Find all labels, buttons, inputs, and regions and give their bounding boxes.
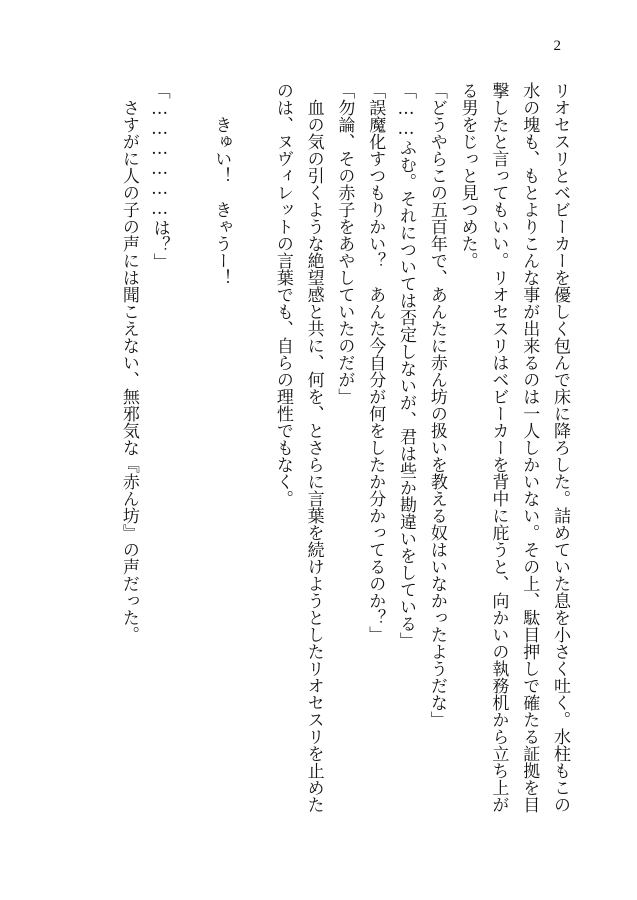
text-line: 撃したと言ってもいい。リオセスリはベビーカーを背中に庇うと、向かいの執務机から立ち上が: [488, 82, 509, 813]
sound-effect-line: きゅい！ きゃうー！: [211, 82, 232, 286]
text-line: のは、ヌヴィレットの言葉でも、自らの理性でもなく。: [272, 82, 293, 507]
text-line: 水の塊も、もとよりこんな事が出来るのは一人しかいない。その上、駄目押しで確たる証拠を目: [519, 82, 540, 813]
dialogue-line: 「どうやらこの五百年で、あんたに赤ん坊の扱いを教える奴はいなかったようだな」: [426, 82, 447, 728]
dialogue-line: 「……ふむ。それについては否定しないが、君は些か勘違いをしている」: [396, 82, 417, 649]
text-line: さすがに人の子の声には聞こえない、無邪気な『赤ん坊』の声だった。: [118, 82, 139, 643]
vertical-text-body: [55, 82, 575, 813]
blank-line: [236, 82, 267, 802]
dialogue-line: 「………………は？」: [149, 82, 170, 270]
dialogue-line: 「誤魔化すつもりかい？ あんた今自分が何をしたか分かってるのか？」: [365, 82, 386, 643]
page-number: 2: [553, 38, 561, 54]
text-line: る男をじっと見つめた。: [457, 82, 478, 269]
text-line: リオセスリとベビーカーを優しく包んで床に降ろした。詰めていた息を小さく吐く。水柱もこの: [550, 82, 570, 813]
blank-line: [175, 82, 206, 802]
text-line: 血の気の引くような絶望感と共に、何を、とさらに言葉を続けようとしたリオセスリを止めた: [303, 82, 324, 813]
dialogue-line: 「勿論、その赤子をあやしていたのだが」: [334, 82, 355, 405]
